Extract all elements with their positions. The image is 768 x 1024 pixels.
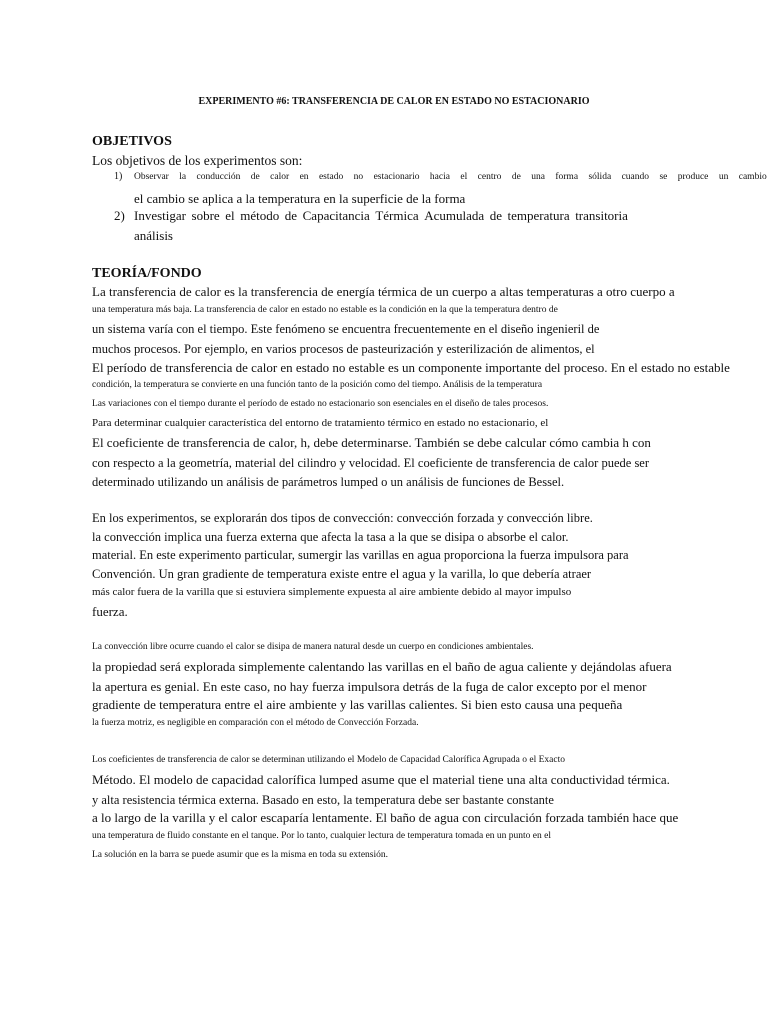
justified-word: en	[299, 172, 309, 182]
theory-heading: TEORÍA/FONDO	[92, 266, 202, 281]
theory-line: un sistema varía con el tiempo. Este fenómeno se encuentra frecuentemente en el diseño ingenieril de	[92, 322, 600, 336]
paragraph-4-line: Los coeficientes de transferencia de calor se determinan utilizando el Modelo de Capacidad Calorífica Agrupada o el Exacto	[92, 755, 565, 765]
paragraph-2-line: En los experimentos, se explorarán dos tipos de convección: convección forzada y convección libre.	[92, 511, 593, 525]
theory-line: una temperatura más baja. La transferencia de calor en estado no estable es la condición en la que la temperatura dentro de	[92, 305, 558, 315]
justified-word: sobre	[191, 208, 220, 223]
paragraph-3-line: la fuerza motriz, es negligible en comparación con el método de Convección Forzada.	[92, 718, 419, 728]
paragraph-4-line: una temperatura de fluido constante en el tanque. Por lo tanto, cualquier lectura de temperatura tomada en un punto en el	[92, 831, 551, 841]
paragraph-3-line: La convección libre ocurre cuando el calor se disipa de manera natural desde un cuerpo en condiciones ambientales.	[92, 642, 534, 652]
document-title: EXPERIMENTO #6: TRANSFERENCIA DE CALOR EN ESTADO NO ESTACIONARIO	[198, 96, 590, 107]
justified-word: la	[179, 172, 187, 182]
justified-word: de	[489, 208, 502, 223]
justified-word: forma	[555, 172, 579, 182]
paragraph-4-line: y alta resistencia térmica externa. Basado en esto, la temperatura debe ser bastante constante	[92, 793, 554, 807]
justified-word: Térmica	[375, 208, 419, 223]
theory-line: La transferencia de calor es la transferencia de energía térmica de un cuerpo a altas temperaturas a otro cuerpo a	[92, 284, 675, 299]
justified-word: Capacitancia	[302, 208, 370, 223]
justified-word: se	[659, 172, 668, 182]
objectives-intro: Los objetivos de los experimentos son:	[92, 153, 303, 168]
paragraph-4-line: Método. El modelo de capacidad calorífica lumped asume que el material tiene una alta conductividad térmica.	[92, 772, 670, 787]
paragraph-2-line: material. En este experimento particular, sumergir las varillas en agua proporciona la fuerza impulsora para	[92, 548, 629, 562]
objective-1-number: 1)	[114, 171, 123, 182]
justified-word: cambio	[738, 172, 767, 182]
justified-word: método	[240, 208, 280, 223]
theory-line: condición, la temperatura se convierte en una función tanto de la posición como del tiempo. Análisis de la temperatura	[92, 380, 543, 390]
justified-word: hacia	[429, 172, 450, 182]
objective-2-number: 2)	[114, 208, 125, 223]
paragraph-3-line: la apertura es genial. En este caso, no hay fuerza impulsora detrás de la fuga de calor excepto por el menor	[92, 679, 647, 694]
paragraph-2-line: más calor fuera de la varilla que si estuviera simplemente expuesta al aire ambiente debido al mayor impulso	[92, 586, 572, 598]
theory-line: Las variaciones con el tiempo durante el período de estado no estacionario son esenciales en el diseño de tales procesos.	[92, 399, 549, 409]
paragraph-2-line: fuerza.	[92, 604, 128, 619]
paragraph-4-line: La solución en la barra se puede asumir que es la misma en toda su extensión.	[92, 850, 388, 860]
theory-line: con respecto a la geometría, material del cilindro y velocidad. El coeficiente de transferencia de calor puede ser	[92, 456, 650, 470]
justified-word: Observar	[134, 172, 169, 182]
paragraph-2-line: Convención. Un gran gradiente de temperatura existe entre el agua y la varilla, lo que debería atraer	[92, 567, 592, 581]
justified-word: calor	[270, 172, 290, 182]
paragraph-4-line: a lo largo de la varilla y el calor escaparía lentamente. El baño de agua con circulación forzada también hace que	[92, 810, 679, 825]
objective-2-line2: análisis	[134, 228, 173, 243]
justified-word: Investigar	[134, 208, 186, 223]
justified-word: temperatura	[507, 208, 570, 223]
justified-word: una	[531, 172, 545, 182]
objective-1-line1	[134, 171, 767, 183]
paragraph-2-line: la convección implica una fuerza externa que afecta la tasa a la que se disipa o absorbe el calor.	[92, 530, 569, 544]
theory-line: Para determinar cualquier característica del entorno de tratamiento térmico en estado no estacionario, el	[92, 417, 549, 429]
justified-word: transitoria	[575, 208, 628, 223]
justified-word: no	[353, 172, 364, 182]
justified-word: sólida	[588, 172, 612, 182]
justified-word: centro	[477, 172, 502, 182]
justified-word: estacionario	[373, 172, 420, 182]
theory-line: muchos procesos. Por ejemplo, en varios procesos de pasteurización y esterilización de alimentos, el	[92, 342, 595, 356]
objective-1-line2: el cambio se aplica a la temperatura en la superficie de la forma	[134, 191, 466, 206]
justified-word: de	[284, 208, 298, 223]
theory-line: El período de transferencia de calor en estado no estable es un componente importante del proceso. En el estado no estable	[92, 360, 730, 375]
justified-word: produce	[677, 172, 709, 182]
justified-word: conducción	[196, 172, 241, 182]
justified-word: el	[225, 208, 235, 223]
objectives-heading: OBJETIVOS	[92, 134, 172, 149]
justified-word: de	[250, 172, 260, 182]
justified-word: un	[718, 172, 729, 182]
theory-line: determinado utilizando un análisis de parámetros lumped o un análisis de funciones de Bessel.	[92, 475, 565, 489]
justified-word: de	[511, 172, 521, 182]
objective-2-line1	[134, 208, 628, 224]
theory-line: El coeficiente de transferencia de calor, h, debe determinarse. También se debe calcular cómo cambia h con	[92, 435, 651, 450]
justified-word: cuando	[621, 172, 650, 182]
justified-word: estado	[318, 172, 344, 182]
justified-word: Acumulada	[424, 208, 485, 223]
justified-word: el	[460, 172, 468, 182]
paragraph-3-line: gradiente de temperatura entre el aire ambiente y las varillas calientes. Si bien esto causa una pequeña	[92, 697, 623, 712]
paragraph-3-line: la propiedad será explorada simplemente calentando las varillas en el baño de agua caliente y dejándolas afuera	[92, 659, 672, 674]
